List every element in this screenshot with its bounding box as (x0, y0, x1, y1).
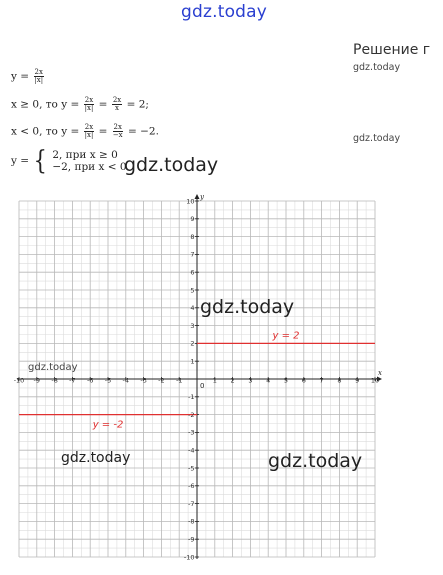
origin-label: 0 (200, 382, 205, 390)
x-tick-label: 10 (370, 376, 380, 385)
x-tick-label: 9 (355, 376, 360, 385)
condition-text: x < 0, то y = (11, 125, 80, 138)
x-tick-label: 4 (266, 376, 271, 385)
y-tick-label: 2 (190, 339, 195, 348)
x-tick-label: -6 (86, 376, 94, 385)
equals-sign: = (98, 98, 108, 111)
x-tick-label: 6 (301, 376, 306, 385)
x-tick-label: 5 (283, 376, 289, 385)
y-tick-label: -7 (188, 499, 195, 508)
watermark: gdz.today (200, 296, 295, 318)
curly-brace-icon: { (34, 146, 48, 176)
y-tick-label: -9 (188, 535, 195, 544)
numerator: 2x (113, 123, 122, 131)
condition-text: x ≥ 0, то y = (11, 98, 80, 111)
x-tick-label: 2 (230, 376, 235, 385)
x-tick-label: 1 (212, 376, 217, 385)
denominator: |x| (84, 131, 94, 139)
site-header-logo[interactable]: gdz.today (181, 2, 268, 22)
y-tick-label: 3 (190, 321, 195, 330)
y-tick-label: -1 (188, 393, 195, 402)
x-tick-label: -8 (51, 376, 58, 385)
result-text: = 2; (126, 98, 149, 111)
y-axis-arrow-icon (195, 194, 200, 199)
series-label-y-eq-minus-2: y = -2 (92, 419, 124, 431)
x-tick-label: -10 (13, 376, 25, 385)
x-tick-label: -9 (33, 376, 41, 385)
y-tick-label: 6 (190, 268, 195, 277)
x-tick-label: -1 (175, 376, 183, 385)
case-1: 2, при x ≥ 0 (52, 149, 118, 161)
y-tick-label: -6 (188, 482, 195, 491)
x-tick-label: 8 (337, 376, 342, 385)
y-tick-label: 5 (190, 286, 195, 295)
x-tick-label: -2 (158, 376, 165, 385)
x-tick-label: 7 (319, 376, 324, 385)
x-tick-label: -3 (140, 376, 147, 385)
denominator: x (115, 104, 119, 112)
x-tick-label: -7 (69, 376, 76, 385)
numerator: 2x (34, 68, 43, 76)
series-label-y-eq-2: y = 2 (272, 330, 300, 342)
y-tick-label: 7 (190, 250, 195, 259)
formula-lhs: y = (11, 155, 30, 167)
denominator: |x| (34, 76, 44, 84)
x-tick-label: -5 (104, 376, 112, 385)
watermark: gdz.today (124, 154, 219, 176)
watermark: gdz.today (28, 362, 78, 373)
y-tick-label: -10 (183, 553, 195, 562)
solution-title: Решение г (353, 42, 431, 58)
case-2: −2, при x < 0 (52, 161, 127, 173)
numerator: 2x (84, 96, 94, 104)
y-tick-label: -5 (188, 464, 195, 473)
y-tick-label: -2 (188, 410, 195, 419)
denominator: −x (112, 131, 123, 139)
numerator: 2x (84, 123, 94, 131)
y-tick-label: 4 (190, 304, 195, 313)
y-tick-label: -8 (188, 517, 195, 526)
y-tick-label: 1 (190, 357, 195, 366)
y-tick-label: 8 (190, 232, 195, 241)
equals-sign: = (98, 125, 108, 138)
y-tick-label: -4 (188, 446, 195, 455)
x-tick-label: -4 (122, 376, 130, 385)
watermark: gdz.today (353, 133, 401, 144)
x-axis-label: x (378, 369, 382, 377)
watermark: gdz.today (268, 450, 363, 472)
result-text: = −2. (127, 125, 159, 138)
y-axis-label: y (200, 193, 204, 201)
y-tick-label: -3 (188, 428, 195, 437)
denominator: |x| (84, 104, 94, 112)
formula-lhs: y = (11, 70, 30, 83)
y-tick-label: 10 (186, 197, 195, 206)
x-tick-label: 3 (248, 376, 253, 385)
y-tick-label: 9 (190, 215, 195, 224)
watermark: gdz.today (61, 450, 131, 466)
numerator: 2x (112, 96, 122, 104)
watermark: gdz.today (353, 62, 401, 73)
